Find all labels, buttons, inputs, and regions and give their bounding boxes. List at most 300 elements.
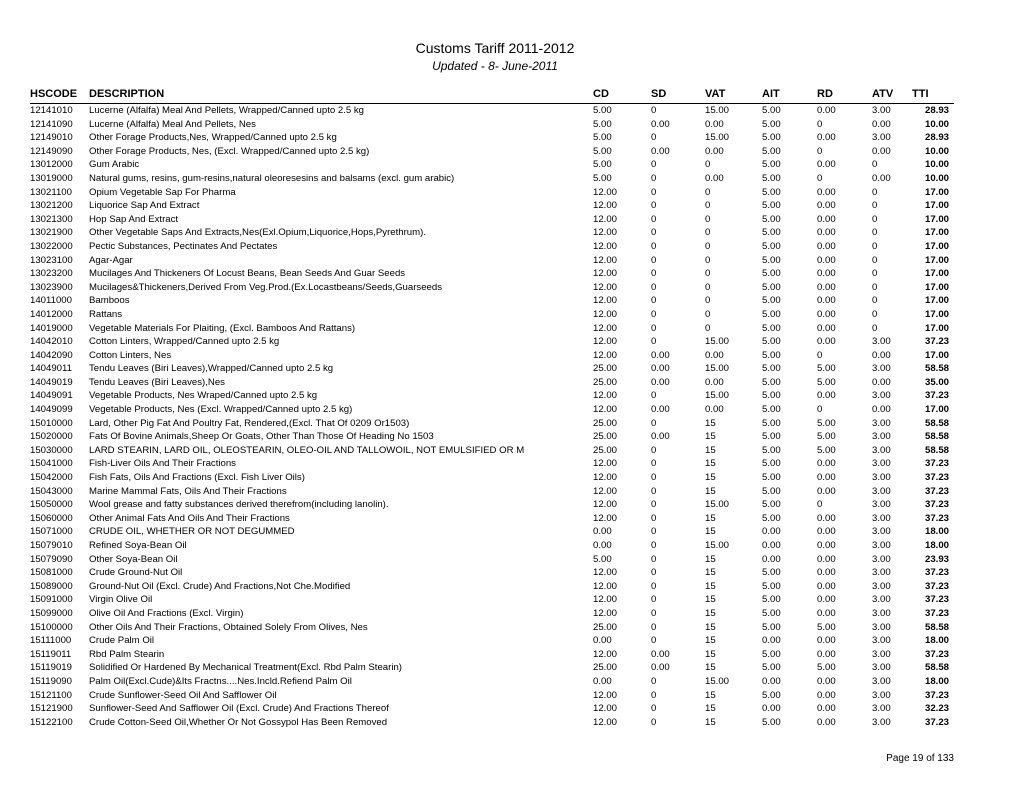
- cell-rd: 0: [817, 404, 823, 416]
- cell-rd: 0.00: [817, 567, 836, 579]
- cell-rd: 0.00: [817, 526, 836, 538]
- cell-sd: 0: [651, 295, 657, 307]
- cell-cd: 25.00: [593, 431, 618, 443]
- cell-vat: 15.00: [705, 675, 730, 687]
- cell-description: Lard, Other Pig Fat And Poultry Fat, Rendered,(Excl. That Of 0209 Or1503): [89, 417, 410, 429]
- cell-tti: 17.00: [924, 349, 949, 361]
- cell-ait: 5.00: [762, 512, 781, 524]
- cell-hscode: 14011000: [30, 295, 72, 307]
- table-row: [0, 525, 1024, 539]
- header-vat: VAT: [705, 88, 726, 100]
- cell-description: Fish-Liver Oils And Their Fractions: [89, 458, 236, 470]
- table-row: [0, 471, 1024, 485]
- cell-ait: 5.00: [762, 268, 781, 280]
- cell-vat: 15: [705, 607, 716, 619]
- cell-sd: 0: [651, 444, 657, 456]
- cell-tti: 28.93: [924, 105, 949, 116]
- cell-description: Marine Mammal Fats, Oils And Their Fractions: [89, 485, 287, 497]
- cell-atv: 3.00: [872, 105, 891, 116]
- cell-hscode: 15050000: [30, 499, 73, 511]
- cell-atv: 3.00: [872, 417, 891, 429]
- cell-sd: 0: [651, 567, 657, 579]
- cell-ait: 5.00: [762, 336, 781, 348]
- cell-tti: 18.00: [924, 526, 949, 538]
- table-row: [0, 104, 1024, 118]
- table-row: [0, 417, 1024, 431]
- cell-atv: 3.00: [872, 526, 891, 538]
- cell-ait: 5.00: [762, 308, 781, 320]
- cell-atv: 0: [872, 186, 878, 198]
- cell-atv: 3.00: [872, 567, 891, 579]
- cell-vat: 0.00: [705, 118, 724, 130]
- cell-rd: 0.00: [817, 281, 836, 293]
- cell-tti: 17.00: [924, 295, 949, 307]
- cell-atv: 3.00: [872, 499, 891, 511]
- cell-hscode: 15030000: [30, 444, 73, 456]
- cell-atv: 3.00: [872, 716, 891, 728]
- cell-atv: 3.00: [872, 540, 891, 551]
- cell-cd: 12.00: [593, 472, 618, 484]
- cell-cd: 5.00: [593, 132, 612, 144]
- cell-atv: 0: [872, 200, 878, 212]
- cell-ait: 5.00: [762, 132, 781, 144]
- cell-description: Fats Of Bovine Animals,Sheep Or Goats, Other Than Those Of Heading No 1503: [89, 431, 434, 443]
- cell-hscode: 13023900: [30, 281, 73, 293]
- cell-tti: 17.00: [924, 322, 949, 334]
- table-row: [0, 553, 1024, 567]
- cell-ait: 5.00: [762, 295, 781, 307]
- table-row: [0, 172, 1024, 186]
- table-row: [0, 457, 1024, 471]
- cell-tti: 18.00: [924, 675, 949, 687]
- cell-description: Olive Oil And Fractions (Excl. Virgin): [89, 607, 244, 619]
- cell-vat: 0: [705, 268, 711, 280]
- cell-description: Pectic Substances, Pectinates And Pectates: [89, 240, 278, 252]
- cell-hscode: 15089000: [30, 580, 73, 592]
- cell-atv: 0: [872, 240, 878, 252]
- cell-ait: 5.00: [762, 213, 781, 225]
- table-row: [0, 362, 1024, 376]
- table-header: [0, 88, 1024, 104]
- table-row: [0, 444, 1024, 458]
- cell-atv: 3.00: [872, 458, 891, 470]
- cell-vat: 15.00: [705, 499, 730, 511]
- cell-description: Agar-Agar: [89, 254, 133, 266]
- cell-atv: 3.00: [872, 444, 891, 456]
- cell-rd: 0.00: [817, 254, 836, 266]
- cell-atv: 3.00: [872, 635, 891, 647]
- table-row: [0, 716, 1024, 730]
- cell-rd: 0.00: [817, 200, 836, 212]
- cell-rd: 5.00: [817, 662, 836, 674]
- cell-tti: 17.00: [924, 227, 949, 239]
- cell-sd: 0: [651, 635, 657, 647]
- cell-hscode: 15043000: [30, 485, 73, 497]
- cell-ait: 5.00: [762, 281, 781, 293]
- header-atv: ATV: [872, 88, 894, 100]
- cell-description: Crude Cotton-Seed Oil,Whether Or Not Gossypol Has Been Removed: [89, 716, 388, 728]
- cell-hscode: 13019000: [30, 172, 73, 184]
- cell-cd: 12.00: [593, 281, 618, 293]
- cell-tti: 10.00: [924, 118, 949, 130]
- cell-ait: 5.00: [762, 458, 781, 470]
- cell-atv: 3.00: [872, 553, 891, 565]
- cell-atv: 3.00: [872, 363, 891, 375]
- cell-sd: 0: [651, 526, 657, 538]
- table-row: [0, 349, 1024, 363]
- cell-rd: 0.00: [817, 607, 836, 619]
- cell-ait: 5.00: [762, 186, 781, 198]
- table-row: [0, 281, 1024, 295]
- cell-atv: 0.00: [872, 172, 891, 184]
- cell-cd: 12.00: [593, 213, 618, 225]
- cell-hscode: 13021300: [30, 213, 73, 225]
- table-row: [0, 593, 1024, 607]
- cell-vat: 15: [705, 689, 716, 701]
- cell-tti: 58.58: [924, 444, 949, 456]
- cell-sd: 0.00: [651, 145, 670, 157]
- cell-cd: 25.00: [593, 662, 618, 674]
- cell-description: Mucilages&Thickeners,Derived From Veg.Prod.(Ex.Locastbeans/Seeds,Guarseeds: [89, 281, 443, 293]
- cell-description: Other Forage Products, Nes, (Excl. Wrapped/Canned upto 2.5 kg): [89, 145, 370, 157]
- cell-cd: 12.00: [593, 295, 618, 307]
- cell-rd: 0.00: [817, 159, 836, 171]
- table-row: [0, 186, 1024, 200]
- cell-vat: 15: [705, 431, 716, 443]
- cell-ait: 5.00: [762, 444, 781, 456]
- cell-hscode: 15119011: [30, 648, 72, 660]
- cell-vat: 15.00: [705, 363, 730, 375]
- cell-sd: 0: [651, 227, 657, 239]
- cell-atv: 0: [872, 159, 878, 171]
- cell-tti: 18.00: [924, 540, 949, 551]
- cell-sd: 0.00: [651, 648, 670, 660]
- cell-sd: 0: [651, 213, 657, 225]
- cell-vat: 15: [705, 444, 716, 456]
- cell-sd: 0: [651, 553, 657, 565]
- cell-atv: 0: [872, 268, 878, 280]
- cell-cd: 0.00: [593, 675, 612, 687]
- cell-tti: 17.00: [924, 213, 949, 225]
- cell-hscode: 15071000: [30, 526, 73, 538]
- table-row: [0, 634, 1024, 648]
- cell-description: Liquorice Sap And Extract: [89, 200, 200, 212]
- cell-sd: 0: [651, 159, 657, 171]
- cell-sd: 0.00: [651, 431, 670, 443]
- cell-ait: 5.00: [762, 499, 781, 511]
- cell-tti: 17.00: [924, 281, 949, 293]
- cell-vat: 15: [705, 580, 716, 592]
- cell-ait: 0.00: [762, 553, 781, 565]
- cell-rd: 0.00: [817, 132, 836, 144]
- cell-tti: 37.23: [924, 485, 949, 497]
- cell-tti: 32.23: [924, 703, 949, 715]
- cell-vat: 0.00: [705, 376, 724, 388]
- cell-ait: 5.00: [762, 172, 781, 184]
- cell-cd: 12.00: [593, 227, 618, 239]
- cell-rd: 0.00: [817, 308, 836, 320]
- cell-vat: 15: [705, 648, 716, 660]
- cell-tti: 28.93: [924, 132, 949, 144]
- table-row: [0, 621, 1024, 635]
- cell-sd: 0: [651, 580, 657, 592]
- cell-vat: 15.00: [705, 105, 730, 116]
- cell-tti: 58.58: [924, 621, 949, 633]
- cell-atv: 3.00: [872, 336, 891, 348]
- cell-description: Other Animal Fats And Oils And Their Fractions: [89, 512, 290, 524]
- cell-ait: 5.00: [762, 390, 781, 402]
- cell-atv: 0: [872, 322, 878, 334]
- cell-tti: 17.00: [924, 308, 949, 320]
- cell-hscode: 15111000: [30, 635, 72, 647]
- cell-description: Mucilages And Thickeners Of Locust Beans, Bean Seeds And Guar Seeds: [89, 268, 406, 280]
- table-row: [0, 294, 1024, 308]
- cell-tti: 58.58: [924, 363, 949, 375]
- cell-sd: 0: [651, 254, 657, 266]
- cell-rd: 0: [817, 145, 823, 157]
- cell-description: Fish Fats, Oils And Fractions (Excl. Fish Liver Oils): [89, 472, 305, 484]
- cell-atv: 3.00: [872, 512, 891, 524]
- cell-atv: 0.00: [872, 145, 891, 157]
- cell-cd: 25.00: [593, 417, 618, 429]
- cell-vat: 0: [705, 240, 711, 252]
- table-row: [0, 145, 1024, 159]
- cell-hscode: 15010000: [30, 417, 73, 429]
- cell-atv: 0: [872, 213, 878, 225]
- cell-description: Other Oils And Their Fractions, Obtained Solely From Olives, Nes: [89, 621, 368, 633]
- cell-description: Natural gums, resins, gum-resins,natural oleoresesins and balsams (excl. gum arabic): [89, 172, 455, 184]
- cell-hscode: 15099000: [30, 607, 73, 619]
- cell-description: Other Forage Products,Nes, Wrapped/Canned upto 2.5 kg: [89, 132, 337, 144]
- cell-tti: 58.58: [924, 431, 949, 443]
- table-row: [0, 485, 1024, 499]
- cell-rd: 0.00: [817, 295, 836, 307]
- cell-hscode: 15079090: [30, 553, 73, 565]
- cell-sd: 0: [651, 716, 657, 728]
- cell-description: Lucerne (Alfalfa) Meal And Pellets, Wrapped/Canned upto 2.5 kg: [89, 105, 365, 116]
- cell-rd: 5.00: [817, 376, 836, 388]
- cell-cd: 0.00: [593, 635, 612, 647]
- cell-vat: 0: [705, 254, 711, 266]
- cell-description: Refined Soya-Bean Oil: [89, 540, 187, 551]
- cell-sd: 0: [651, 512, 657, 524]
- table-row: [0, 648, 1024, 662]
- cell-sd: 0: [651, 621, 657, 633]
- cell-atv: 0.00: [872, 404, 891, 416]
- cell-ait: 5.00: [762, 254, 781, 266]
- cell-ait: 5.00: [762, 648, 781, 660]
- cell-description: Crude Ground-Nut Oil: [89, 567, 183, 579]
- table-row: [0, 661, 1024, 675]
- cell-sd: 0: [651, 540, 657, 551]
- cell-rd: 5.00: [817, 444, 836, 456]
- cell-ait: 5.00: [762, 417, 781, 429]
- table-row: [0, 308, 1024, 322]
- cell-sd: 0: [651, 689, 657, 701]
- table-row: [0, 539, 1024, 553]
- cell-description: Bamboos: [89, 295, 130, 307]
- cell-tti: 17.00: [924, 200, 949, 212]
- cell-vat: 15: [705, 635, 716, 647]
- cell-sd: 0: [651, 308, 657, 320]
- cell-vat: 0.00: [705, 349, 724, 361]
- cell-tti: 37.23: [924, 594, 949, 606]
- cell-sd: 0: [651, 200, 657, 212]
- cell-cd: 12.00: [593, 648, 618, 660]
- cell-cd: 12.00: [593, 240, 618, 252]
- cell-atv: 0: [872, 227, 878, 239]
- header-tti: TTI: [912, 88, 929, 100]
- cell-tti: 37.23: [924, 689, 949, 701]
- cell-hscode: 14049091: [30, 390, 73, 402]
- cell-tti: 35.00: [924, 376, 949, 388]
- cell-ait: 5.00: [762, 689, 781, 701]
- cell-description: Gum Arabic: [89, 159, 140, 171]
- cell-sd: 0: [651, 472, 657, 484]
- table-row: [0, 512, 1024, 526]
- cell-cd: 12.00: [593, 703, 618, 715]
- cell-sd: 0.00: [651, 404, 670, 416]
- header-hscode: HSCODE: [30, 88, 78, 100]
- cell-tti: 37.23: [924, 472, 949, 484]
- cell-cd: 12.00: [593, 716, 618, 728]
- cell-atv: 3.00: [872, 703, 891, 715]
- table-row: [0, 702, 1024, 716]
- cell-hscode: 15121900: [30, 703, 73, 715]
- cell-sd: 0.00: [651, 349, 670, 361]
- cell-cd: 0.00: [593, 526, 612, 538]
- cell-cd: 12.00: [593, 254, 618, 266]
- cell-description: Other Soya-Bean Oil: [89, 553, 178, 565]
- header-cd: CD: [593, 88, 609, 100]
- cell-hscode: 13021100: [30, 186, 72, 198]
- cell-sd: 0: [651, 172, 657, 184]
- cell-atv: 0: [872, 281, 878, 293]
- cell-atv: 0: [872, 308, 878, 320]
- cell-ait: 0.00: [762, 540, 781, 551]
- cell-ait: 5.00: [762, 105, 781, 116]
- cell-vat: 15: [705, 567, 716, 579]
- cell-hscode: 14049099: [30, 404, 73, 416]
- cell-tti: 37.23: [924, 567, 949, 579]
- document-subtitle: Updated - 8- June-2011: [432, 59, 558, 73]
- cell-ait: 5.00: [762, 567, 781, 579]
- cell-rd: 0.00: [817, 472, 836, 484]
- cell-ait: 5.00: [762, 404, 781, 416]
- table-row: [0, 376, 1024, 390]
- cell-rd: 0.00: [817, 540, 836, 551]
- cell-sd: 0: [651, 485, 657, 497]
- cell-vat: 15: [705, 594, 716, 606]
- table-row: [0, 240, 1024, 254]
- cell-cd: 12.00: [593, 689, 618, 701]
- cell-atv: 3.00: [872, 648, 891, 660]
- cell-ait: 5.00: [762, 607, 781, 619]
- cell-hscode: 15079010: [30, 540, 73, 551]
- cell-atv: 3.00: [872, 594, 891, 606]
- cell-vat: 0: [705, 200, 711, 212]
- cell-sd: 0: [651, 336, 657, 348]
- cell-sd: 0: [651, 458, 657, 470]
- cell-hscode: 13012000: [30, 159, 73, 171]
- cell-vat: 0.00: [705, 172, 724, 184]
- cell-cd: 12.00: [593, 308, 618, 320]
- cell-atv: 3.00: [872, 662, 891, 674]
- cell-tti: 37.23: [924, 512, 949, 524]
- cell-tti: 17.00: [924, 268, 949, 280]
- cell-hscode: 15119090: [30, 675, 72, 687]
- cell-cd: 12.00: [593, 607, 618, 619]
- cell-hscode: 14042010: [30, 336, 73, 348]
- cell-ait: 5.00: [762, 662, 781, 674]
- cell-atv: 0: [872, 295, 878, 307]
- document-title: Customs Tariff 2011-2012: [415, 40, 575, 56]
- cell-sd: 0: [651, 186, 657, 198]
- cell-rd: 0.00: [817, 512, 836, 524]
- cell-rd: 0.00: [817, 689, 836, 701]
- cell-ait: 5.00: [762, 363, 781, 375]
- cell-sd: 0: [651, 322, 657, 334]
- cell-vat: 0: [705, 295, 711, 307]
- cell-vat: 15: [705, 526, 716, 538]
- cell-sd: 0.00: [651, 363, 670, 375]
- tariff-table-body: [0, 104, 1024, 729]
- table-row: [0, 131, 1024, 145]
- cell-description: Rbd Palm Stearin: [89, 648, 165, 660]
- cell-hscode: 15060000: [30, 512, 73, 524]
- cell-description: Cotton Linters, Wrapped/Canned upto 2.5 kg: [89, 336, 280, 348]
- cell-tti: 58.58: [924, 662, 949, 674]
- cell-sd: 0: [651, 132, 657, 144]
- cell-rd: 5.00: [817, 621, 836, 633]
- header-sd: SD: [651, 88, 667, 100]
- cell-hscode: 15122100: [30, 716, 73, 728]
- cell-cd: 12.00: [593, 580, 618, 592]
- cell-hscode: 13021900: [30, 227, 73, 239]
- cell-tti: 58.58: [924, 417, 949, 429]
- cell-ait: 5.00: [762, 580, 781, 592]
- cell-hscode: 12149090: [30, 145, 73, 157]
- cell-sd: 0: [651, 703, 657, 715]
- cell-description: Vegetable Materials For Plaiting, (Excl. Bamboos And Rattans): [89, 322, 356, 334]
- cell-rd: 0.00: [817, 240, 836, 252]
- table-row: [0, 335, 1024, 349]
- table-row: [0, 322, 1024, 336]
- cell-rd: 5.00: [817, 431, 836, 443]
- cell-atv: 3.00: [872, 431, 891, 443]
- table-row: [0, 213, 1024, 227]
- cell-sd: 0: [651, 281, 657, 293]
- cell-description: Other Vegetable Saps And Extracts,Nes(Exl.Opium,Liquorice,Hops,Pyrethrum).: [89, 227, 426, 239]
- cell-rd: 0.00: [817, 213, 836, 225]
- cell-ait: 0.00: [762, 675, 781, 687]
- cell-description: Rattans: [89, 308, 123, 320]
- cell-tti: 37.23: [924, 499, 949, 511]
- table-row: [0, 430, 1024, 444]
- cell-vat: 0: [705, 281, 711, 293]
- table-row: [0, 689, 1024, 703]
- cell-tti: 37.23: [924, 607, 949, 619]
- cell-hscode: 15020000: [30, 431, 73, 443]
- cell-description: Sunflower-Seed And Safflower Oil (Excl. Crude) And Fractions Thereof: [89, 703, 389, 715]
- cell-vat: 15: [705, 417, 716, 429]
- cell-vat: 15: [705, 512, 716, 524]
- cell-tti: 10.00: [924, 159, 949, 171]
- cell-tti: 37.23: [924, 336, 949, 348]
- cell-vat: 0: [705, 186, 711, 198]
- cell-vat: 15: [705, 553, 716, 565]
- cell-rd: 0.00: [817, 186, 836, 198]
